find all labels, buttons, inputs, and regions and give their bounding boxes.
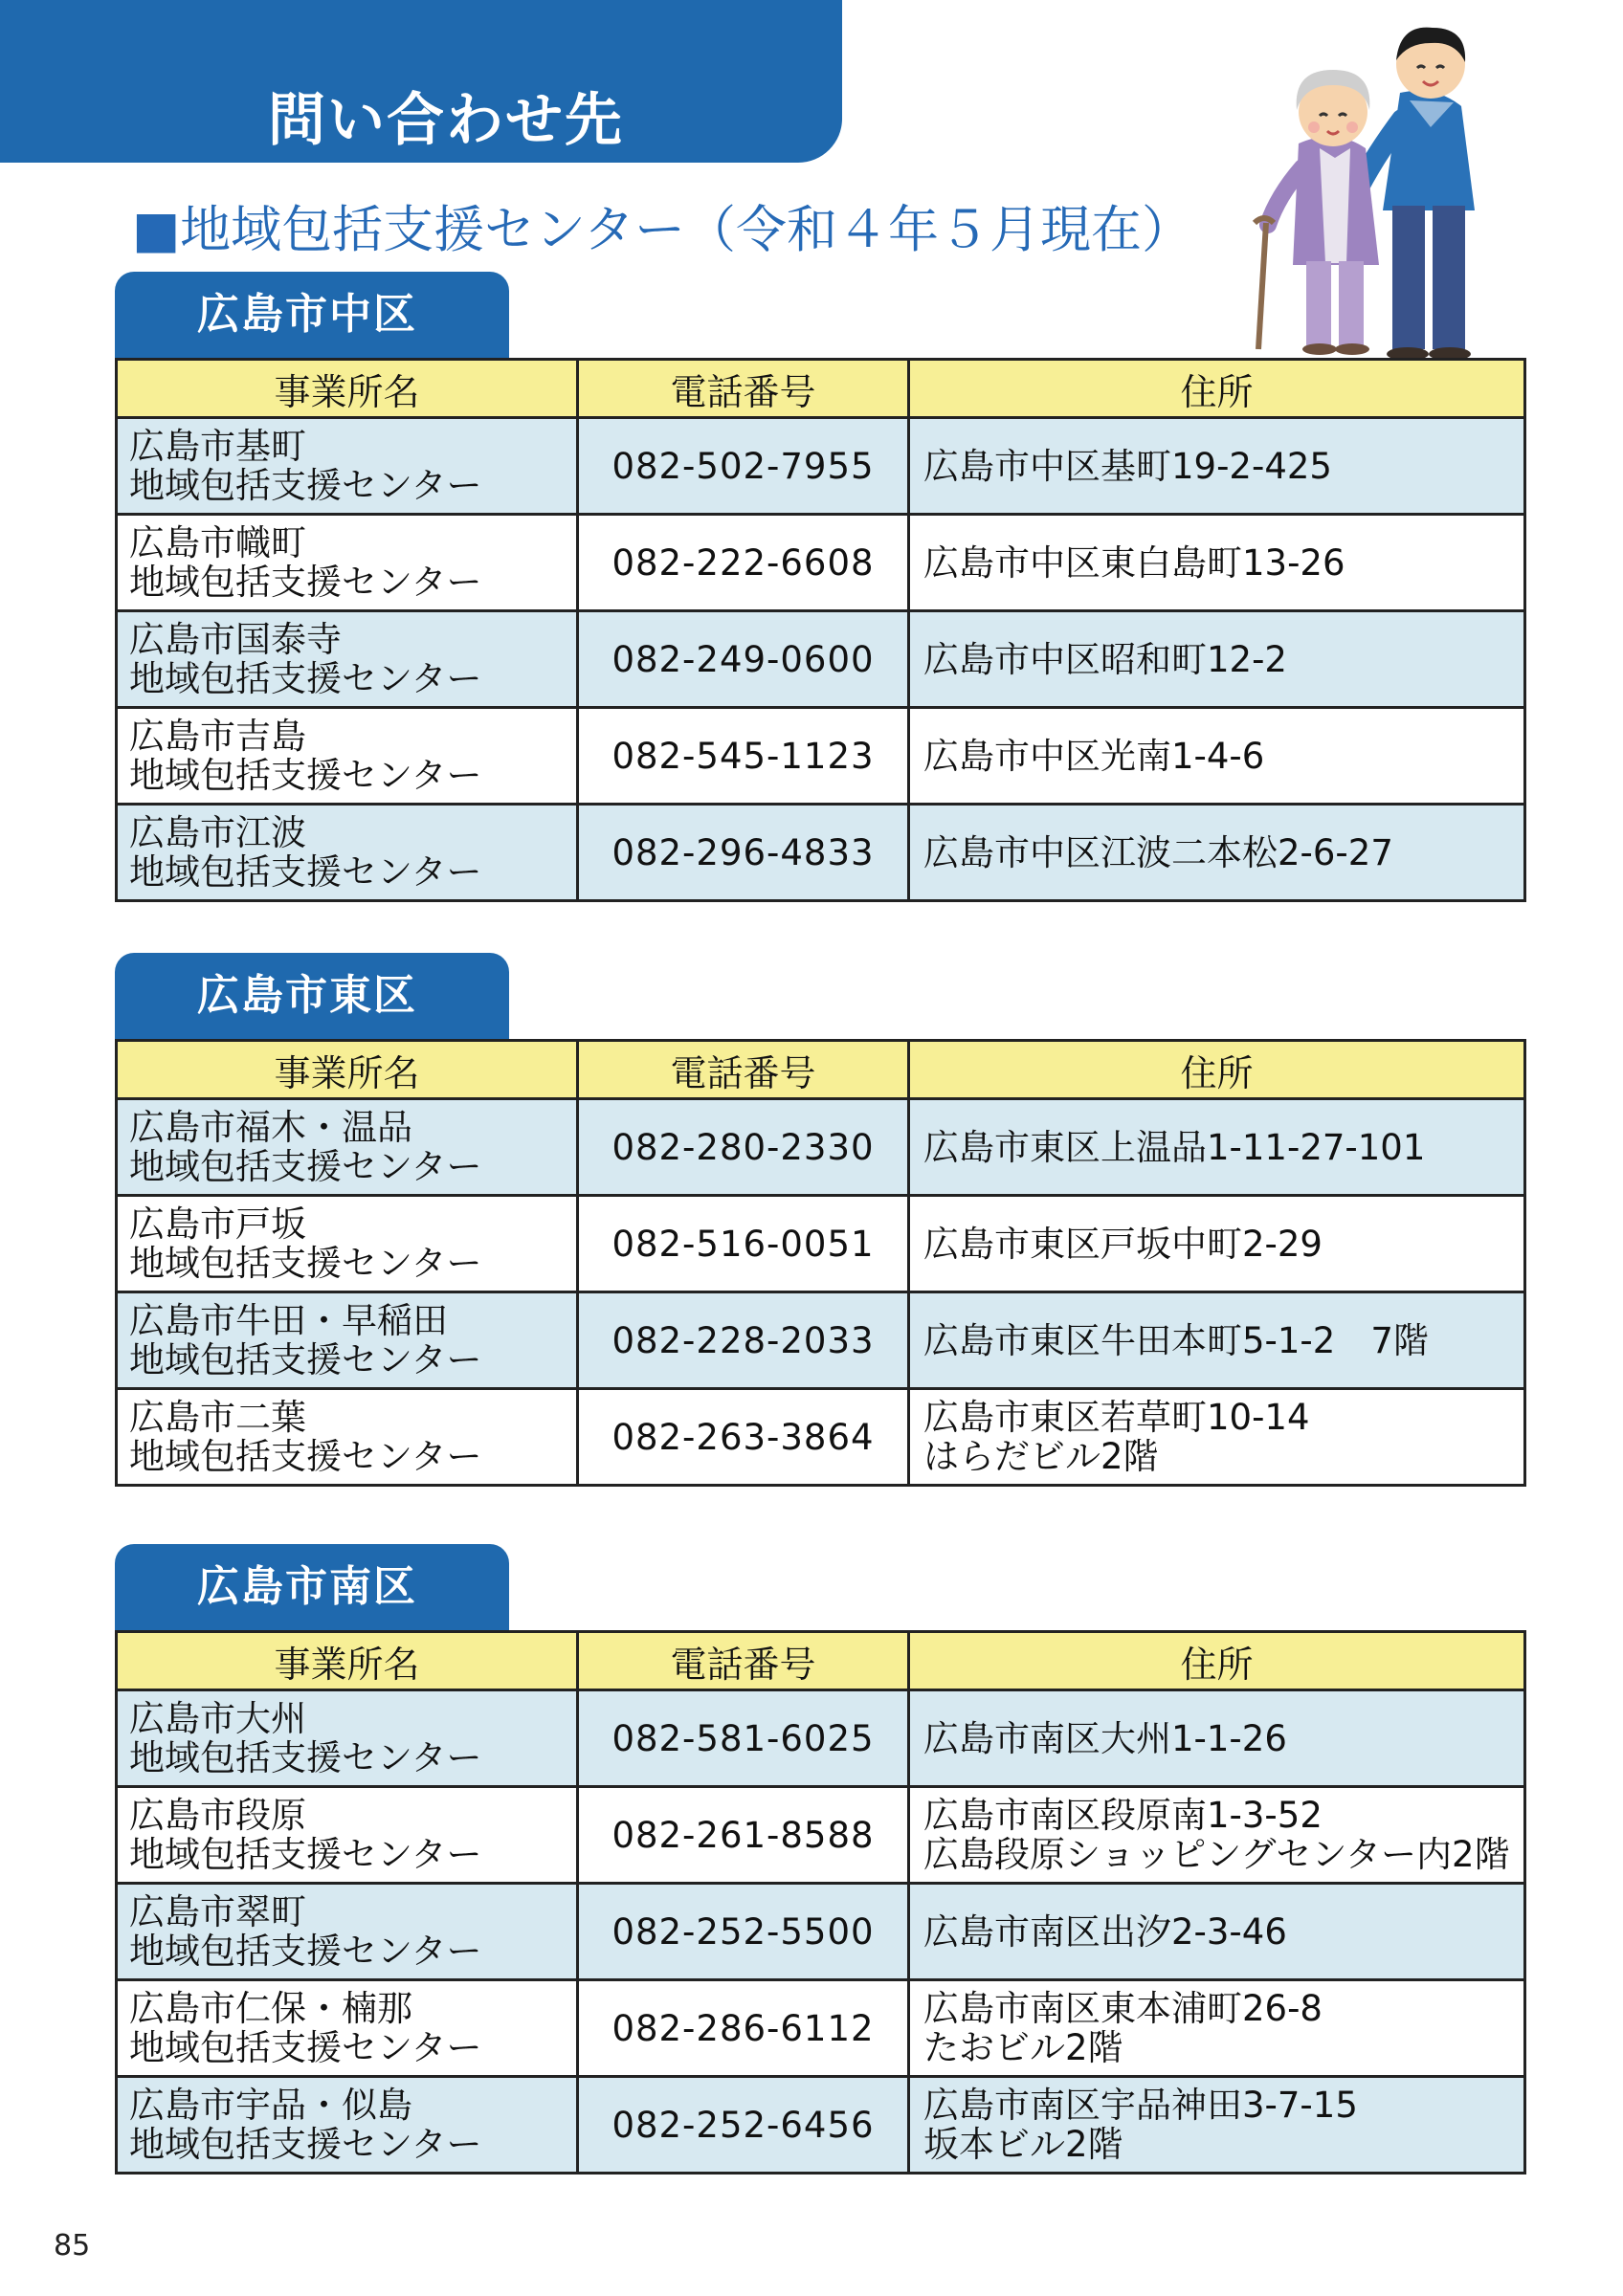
table-row: [117, 1099, 1525, 1196]
center-name: 広島市宇品・似島 地域包括支援センター: [117, 2077, 578, 2174]
column-header-name: 事業所名: [117, 1041, 578, 1099]
phone-number: 082-228-2033: [578, 1292, 909, 1389]
address: 広島市南区宇品神田3-7-15 坂本ビル2階: [909, 2077, 1525, 2174]
phone-number: 082-502-7955: [578, 418, 909, 515]
phone-number: 082-249-0600: [578, 611, 909, 708]
column-header-name: 事業所名: [117, 1632, 578, 1690]
center-name: 広島市仁保・楠那 地域包括支援センター: [117, 1980, 578, 2077]
phone-number: 082-581-6025: [578, 1690, 909, 1787]
table-row: [117, 1980, 1525, 2077]
center-name: 広島市福木・温品 地域包括支援センター: [117, 1099, 578, 1196]
center-name: 広島市二葉 地域包括支援センター: [117, 1389, 578, 1486]
table-row: [117, 708, 1525, 805]
center-name: 広島市戸坂 地域包括支援センター: [117, 1196, 578, 1292]
table-header-row: [117, 1632, 1525, 1690]
table-row: [117, 1884, 1525, 1980]
column-header-phone: 電話番号: [578, 1041, 909, 1099]
center-name: 広島市幟町 地域包括支援センター: [117, 515, 578, 611]
table-row: [117, 1292, 1525, 1389]
phone-number: 082-263-3864: [578, 1389, 909, 1486]
address: 広島市中区光南1-4-6: [909, 708, 1525, 805]
address: 広島市南区東本浦町26-8 たおビル2階: [909, 1980, 1525, 2077]
center-table: [115, 358, 1526, 902]
table-row: [117, 515, 1525, 611]
table-header-row: [117, 1041, 1525, 1099]
center-name: 広島市翠町 地域包括支援センター: [117, 1884, 578, 1980]
district-section: [115, 272, 1523, 902]
address: 広島市中区昭和町12-2: [909, 611, 1525, 708]
address: 広島市東区若草町10-14 はらだビル2階: [909, 1389, 1525, 1486]
column-header-address: 住所: [909, 1632, 1525, 1690]
column-header-phone: 電話番号: [578, 1632, 909, 1690]
district-tab: 広島市南区: [115, 1544, 509, 1630]
center-name: 広島市国泰寺 地域包括支援センター: [117, 611, 578, 708]
center-name: 広島市吉島 地域包括支援センター: [117, 708, 578, 805]
table-header-row: [117, 360, 1525, 418]
center-table: [115, 1039, 1526, 1487]
table-row: [117, 1196, 1525, 1292]
column-header-phone: 電話番号: [578, 360, 909, 418]
address: 広島市中区東白島町13-26: [909, 515, 1525, 611]
center-name: 広島市江波 地域包括支援センター: [117, 805, 578, 901]
table-row: [117, 1787, 1525, 1884]
page-title: 問い合わせ先: [268, 87, 624, 154]
column-header-name: 事業所名: [117, 360, 578, 418]
phone-number: 082-222-6608: [578, 515, 909, 611]
center-table: [115, 1630, 1526, 2175]
phone-number: 082-286-6112: [578, 1980, 909, 2077]
district-section: [115, 953, 1523, 1487]
phone-number: 082-516-0051: [578, 1196, 909, 1292]
phone-number: 082-252-6456: [578, 2077, 909, 2174]
column-header-address: 住所: [909, 360, 1525, 418]
center-name: 広島市基町 地域包括支援センター: [117, 418, 578, 515]
phone-number: 082-252-5500: [578, 1884, 909, 1980]
district-tab: 広島市東区: [115, 953, 509, 1039]
address: 広島市南区段原南1-3-52 広島段原ショッピングセンター内2階: [909, 1787, 1525, 1884]
center-name: 広島市大州 地域包括支援センター: [117, 1690, 578, 1787]
table-row: [117, 2077, 1525, 2174]
table-row: [117, 1690, 1525, 1787]
address: 広島市中区基町19-2-425: [909, 418, 1525, 515]
section-subtitle: ■地域包括支援センター（令和４年５月現在）: [132, 201, 1192, 259]
table-row: [117, 1389, 1525, 1486]
table-row: [117, 805, 1525, 901]
page-number: 85: [54, 2229, 91, 2263]
phone-number: 082-280-2330: [578, 1099, 909, 1196]
phone-number: 082-545-1123: [578, 708, 909, 805]
center-name: 広島市牛田・早稲田 地域包括支援センター: [117, 1292, 578, 1389]
district-tab: 広島市中区: [115, 272, 509, 358]
address: 広島市東区戸坂中町2-29: [909, 1196, 1525, 1292]
table-row: [117, 418, 1525, 515]
phone-number: 082-296-4833: [578, 805, 909, 901]
address: 広島市東区上温品1-11-27-101: [909, 1099, 1525, 1196]
column-header-address: 住所: [909, 1041, 1525, 1099]
address: 広島市南区出汐2-3-46: [909, 1884, 1525, 1980]
table-row: [117, 611, 1525, 708]
phone-number: 082-261-8588: [578, 1787, 909, 1884]
district-section: [115, 1544, 1523, 2175]
address: 広島市東区牛田本町5-1-2 7階: [909, 1292, 1525, 1389]
address: 広島市南区大州1-1-26: [909, 1690, 1525, 1787]
center-name: 広島市段原 地域包括支援センター: [117, 1787, 578, 1884]
address: 広島市中区江波二本松2-6-27: [909, 805, 1525, 901]
